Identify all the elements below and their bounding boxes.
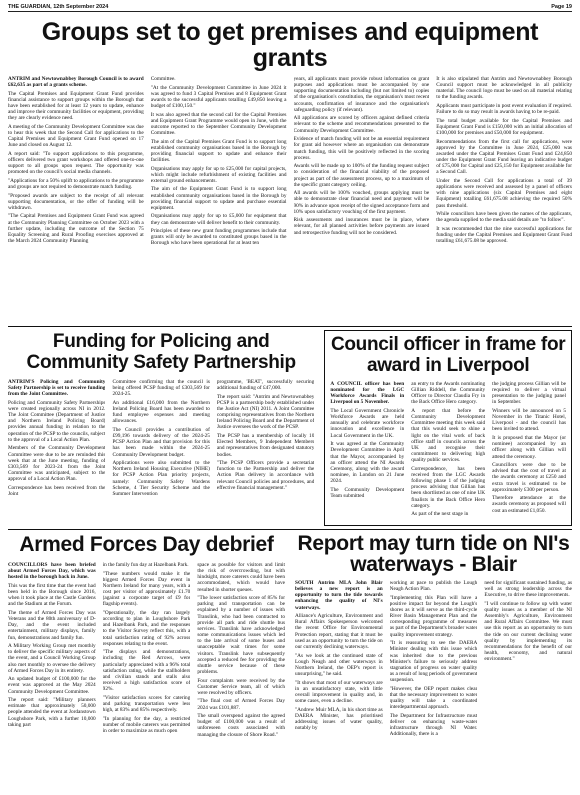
paragraph: The PCSP has a membership of locally 10 Elected Members, 9 Independent Members and representatives from designated statutory bodies. <box>216 433 315 458</box>
article-council-officer-body <box>330 381 566 523</box>
paragraph: Organisations may apply for up to £25,000 for capital projects, which might include refurbishment of existing facilities and external ground enhancements. <box>150 165 287 184</box>
paragraph: "Operationally, the day ran largely according to plan in Loughshore Park and Hazelbank Park, and the responses to the Visitor Survey reflect this, with a total satisfaction rating of 92% across responses relating to the event. <box>102 609 191 647</box>
paragraph: Winners will be announced on 5 November in the Titanic Hotel, Liverpool - and the council has been invited to attend. <box>492 408 567 433</box>
paragraph: The Community Development Team submitted <box>330 486 405 499</box>
article-armed-forces-col-2 <box>103 562 191 794</box>
article-council-officer-col-2 <box>411 381 485 523</box>
paragraph: A meeting of the Community Development Committee was due to hear this week that the Second Call for applications to the Capital Premises and Equipment Grant Fund opened on 17 June and closed on August 12. <box>8 123 144 149</box>
row-three <box>8 533 572 795</box>
paragraph: Alliance's Agriculture, Environment and Rural Affairs Spokesperson welcomed the recent Office for Environmental Protection report, stating that it must be used as an opportunity to turn the tide on our currently declining waterways. <box>295 613 383 650</box>
article-armed-forces <box>8 533 285 795</box>
paragraph: "In planning for the day, a restricted number of mobile caterers was permitted in order to maximize as much open <box>102 715 191 734</box>
paragraph: It is also stipulated that Antrim and Newtownabbey Borough Council support must be acknowledged in all publicity material. The council logo must be used on all material relating to the funding awards. <box>436 76 572 101</box>
paragraph: SOUTH Antrim MLA John Blair believes a new report is an opportunity to turn the tide towards enhancing the quality of NI's waterways. <box>295 580 383 611</box>
paragraph: "The final cost of Armed Forces Day 2024 was £101,887. <box>197 698 285 711</box>
article-armed-forces-col-3 <box>197 562 285 794</box>
article-armed-forces-col-1 <box>8 562 96 794</box>
headline-armed-forces: Armed Forces Day debrief <box>19 533 274 556</box>
article-pcsp-col-2 <box>112 379 209 526</box>
paragraph: working at pace to publish the Lough Neagh Action Plan. <box>389 580 478 593</box>
paragraph: programme, 'BEAT', successfully securing additional funding of £47,000. <box>216 379 315 392</box>
paragraph: The total budget available for the Capital Premises and Equipment Grant Fund is £150,000 with an initial allocation of £100,000 for premises and £50,000 for equipment. <box>436 117 572 137</box>
paragraph: COUNCILLORS have been briefed about Armed Forces Day, which was hosted in the borough back in June. <box>8 562 96 581</box>
headline-council-officer: Council officer in frame for award in Liverpool <box>330 334 566 376</box>
paragraph: Correspondence, has been received from the LGC Awards following phase 1 of the judging process advising that Gillian has been shortlisted as one of nine UK finalists in the Back Office Hero category. <box>411 465 486 509</box>
article-waterways-col-3 <box>484 580 572 792</box>
article-waterways-col-1 <box>295 580 383 792</box>
paragraph: need for significant sustained funding, as well as strong leadership across the Executive, to drive these improvements. <box>484 580 572 599</box>
section-divider <box>8 326 572 327</box>
paragraph: "Implementing this Plan will have a positive impact far beyond the Lough's shores as it will serve as the third-cycle River Basin Management Plan and the corresponding programme of measures as part of the Department's broader water quality improvement strategy. <box>389 594 478 638</box>
article-pcsp-col-3 <box>217 379 314 526</box>
paragraph: The Council provides a contribution of £99,196 towards delivery of the 2024-25 PCSP Action Plan and that provision for this has been made within the 2024-25 Community Development budget. <box>112 426 210 458</box>
article-waterways <box>295 533 572 795</box>
paragraph: "Proposed awards are subject to the receipt of all relevant supporting documentation, or the offer of funding will be withdrawn. <box>8 192 144 211</box>
article-grants-col-3 <box>294 76 430 323</box>
paragraph: Committee. <box>150 76 176 82</box>
article-waterways-body <box>295 580 572 792</box>
paragraph: "It is reassuring to see the DAERA Minister dealing with this issue which was inherited due to the previous Minister's failure to seriously address stagnation of progress on water quality as a result of long periods of government suspension. <box>389 640 478 684</box>
headline-grants: Groups set to get premises and equipment grants <box>41 18 539 72</box>
paragraph: The report said: "Antrim and Newtownabbey PCSP is a partnership body established under the Justice Act (NI) 2011. A Joint Committee comprising representatives from the Northern Ireland Policing Board and the Department of Justice oversees the work of the PCSP. <box>216 393 315 431</box>
paragraph: An updated budget of £100,000 for the event was approved at the May 2024 Community Development Committee. <box>8 676 96 695</box>
paragraph: an entry to the Awards nominating Gillian Riddell, the Community Officer to Director Claudia Fry in the Back Office Hero category. <box>411 381 486 406</box>
paragraph: "The lower satisfaction score of 85% for parking and transportation can be explained by a number of issues with Translink, who had been contracted to provide all park and ride shuttle bus services. Translink have acknowledged some communications issues which led to the late arrival of some buses and unacceptable wait times for some visitors. Translink have subsequently accepted a reduced fee for providing the shuttle service because of these problems. <box>197 595 285 676</box>
paragraph: Applications were also submitted to the Northern Ireland Housing Executive (NIHE) for PCSP Action Plan priority projects, namely: Community Safety Wardens Scheme, 4 Tier Security Scheme and the Summer Intervention <box>112 460 210 497</box>
masthead <box>8 2 572 12</box>
paragraph: "The displays and demonstrations, including the Red Arrows, were particularly appreciated with a 96% total satisfaction rating, while the stallholders and civilian stands and stalls also received a high satisfaction score of 92%. <box>102 649 191 693</box>
paragraph: It was also agreed that the second call for the Capital Premises and Equipment Grant Programme would open in June, with the outcome reported to the September Community Development Committee. <box>150 111 287 137</box>
paragraph: "These numbers would make it the biggest Armed Forces Day event in Northern Ireland for many years, with a cost per visitor of approximately £1.70 (against a corporate target of £9 for flagship events). <box>102 570 191 608</box>
paragraph: While councillors have been given the names of the applicants, the agenda supplied to the media said details are "to follow". <box>436 211 572 224</box>
paragraph: Organisations may apply for up to £5,000 for equipment that they can demonstrate will deliver benefit to their community. <box>150 213 287 226</box>
paragraph: ANTRIM and Newtownabbey Borough Council is to award £62,635 as part of a grants scheme. <box>8 76 144 89</box>
newspaper-page <box>0 2 580 739</box>
paragraph: A Military Working Group met monthly to deliver the specific military aspects of the event, and a Council Working Group also met monthly to oversee the delivery of Armed Forces Day in its entirety. <box>8 643 96 674</box>
paragraph: A report that before the Community Development Committee meeting this week said that this would seek to shine a light on the vital work of back office staff in councils across the UK and recognise their commitment to delivering high quality public services. <box>411 408 486 464</box>
paragraph: Principles of these new grant funding programmes include that grants will only be awarded to constituted groups based in the Borough who have been operational for at least ten <box>150 228 287 247</box>
paragraph: The aim of the Equipment Grant Fund is to support long established community organisations based in the Borough by providing financial support to update and purchase essential equipment. <box>150 186 287 211</box>
paragraph: "The PCSP Officers provide a secretariat function to the Partnership and deliver the Action Plan delivery in accordance with relevant Council policies and procedures, and effective financial management." <box>216 460 315 491</box>
paragraph: Policing and Community Safety Partnerships were created regionally across NI in 2012. The Joint Committee (Department of Justice and Northern Ireland Policing Board) provides annual funding in relation to the operation of the PCSP to the councils, subject to the approval of a Local Action Plan. <box>8 399 106 443</box>
article-grants-col-4 <box>436 76 572 323</box>
article-pcsp-body <box>8 379 314 526</box>
paragraph: The theme of Armed Forces Day was Veterans and the 80th anniversary of D-Day, and the event included entertainment, military displays, family fun, demonstrations and family fun. <box>8 609 96 641</box>
paragraph: "At the Community Development Committee in June 2024 it was agreed to fund 3 Capital Premises and 8 Equipment Grant awards to the successful applicants totalling £49,850 leaving a budget of £100,150." <box>150 84 287 110</box>
paragraph: Members of the Community Development Committee were due to be are reminded this week that at the June meeting, funding of £303,569 for 2023-24 from the Joint Committee was anticipated, subject to the approval of a Local Action Plan. <box>8 445 106 483</box>
paragraph: "I will continue to follow up with water quality issues as a member of the NI Assembly's Agriculture, Environment and Rural Affairs Committee. We must use this report as an opportunity to turn the tide on our current declining water quality by implementing its recommendations for the benefit of our health, economy, and natural environment." <box>484 600 572 663</box>
article-armed-forces-body <box>8 562 285 794</box>
paragraph: "However, the OEP report makes clear that the necessary improvement to water quality will take a coordinated interdepartmental approach. <box>389 685 478 711</box>
paragraph: space as possible for visitors and limit the risk of overcrowding, but with hindsight, more caterers could have been accommodated, which would have resulted in shorter queues. <box>197 562 285 593</box>
paragraph: Four complaints were received by the Customer Service team, all of which were resolved by officers. <box>197 677 285 696</box>
headline-pcsp: Funding for Policing and Community Safety Partnership <box>26 331 296 373</box>
paragraph: It was recommended that the nine successful applications for funding under the Capital Premises and Equipment Grant Fund totalling £61,675.08 be approved. <box>436 225 572 245</box>
paragraph: The report said: "Military planners estimate that approximately 50,000 people attended the event at Jordanstown Loughshore Park, with a further 10,000 taking part <box>8 697 96 728</box>
paragraph: "Andrew Muir MLA, in his short time as DAERA Minister, has prioritised addressing issues of water quality, notably by <box>295 706 383 731</box>
paragraph: Correspondence has been received from the Joint <box>8 484 106 497</box>
paragraph: As part of the next stage in <box>411 511 469 518</box>
paragraph: Evidence of match funding will not be an essential requirement for grant aid however where an organisation can demonstrate match funding, this will be positively reflected in the scoring process. <box>293 136 430 161</box>
masthead-title: THE GUARDIAN, 12th September 2024 <box>8 3 109 10</box>
paragraph: The Capital Premises and Equipment Grant Fund provides financial assistance to support groups within the Borough that have been established for at least 12 years to update, enhance and improve their community facilities or equipment, providing they are clearly evidence need. <box>8 90 144 122</box>
paragraph: "Applications for a 50% uplift to applications to the programme and groups are not required to demonstrate match funding. <box>8 177 144 191</box>
article-pcsp <box>8 330 314 526</box>
paragraph: "Visitor satisfaction scores for catering and parking transportation were less high, at 83% and 85% respectively. <box>102 694 191 713</box>
paragraph: the judging process Gillian will be required to deliver a virtual presentation to the judging panel in September. <box>492 381 567 406</box>
paragraph: It is proposed that the Mayor (or nominee) accompanied by an officer along with Gillian will attend the ceremony. <box>492 435 567 460</box>
paragraph: ANTRIM'S Policing and Community Safety Partnership is set to receive funding from the Joint Committee. <box>8 379 106 398</box>
paragraph: in the family fun day at Hazelbank Park. <box>102 562 189 568</box>
article-grants <box>8 19 572 323</box>
row-two <box>8 330 572 526</box>
paragraph: Councillors were due to be advised that the cost of travel at the awards ceremony at £250 and extra travel is estimated to be approximately £300 per person. <box>492 462 567 493</box>
paragraph: Recommendations from the first call for applications, were approved by the Committee in June 2024, £25,000 was awarded under the Capital Premises Grant Fund and £24,850 under the Equipment Grant Fund leaving an indicative budget of £75,000 for Capital and £25,150 for Equipment available for a Second Call. <box>436 138 572 176</box>
article-council-officer <box>324 330 572 526</box>
paragraph: An additional £16,000 from the Northern Ireland Policing Board has been awarded to fund employee expenses and meeting allowances. <box>112 399 210 425</box>
paragraph: "As we look at the continued state of Lough Neagh and other waterways in Northern Ireland, the OEP's report is unsurprising," he said. <box>295 652 383 677</box>
paragraph: A COUNCIL officer has been nominated for the LGC Workforce Awards Finals in Liverpool on 5 November. <box>330 381 405 406</box>
paragraph: "The Capital Premises and Equipment Grant Fund was agreed at the Community Planning Committee on October 2023 with a further update, including the outcome of the Section 75 Equality Screening and Rural Proofing exercises approved at the March 2024 Community Planning <box>8 213 144 245</box>
article-council-officer-col-3 <box>492 381 566 523</box>
paragraph: Committee confirming that the council is being offered PCSP funding of £303,569 for 2024-25. <box>112 379 210 398</box>
paragraph: A report said: "To support applications to this programme, officers delivered two grant workshops and offered one-to-one support to all groups upon request. The opportunity was promoted on the council's social media channels. <box>8 150 144 176</box>
paragraph: Therefore attendance at the awards ceremony as proposed will cost an estimated £1,050. <box>492 495 567 514</box>
article-grants-col-2 <box>151 76 287 323</box>
paragraph: Awards will be made up to 100% of the funding request subject to consideration of the financial viability of the proposed project as part of the assessment process, up to a maximum of the specific grant category ceiling. <box>293 163 430 188</box>
paragraph: This was the first time that the event had been held in the Borough since 2016, when it took place at the Castle Gardens and the Stadium at the Forum. <box>8 582 96 608</box>
paragraph: The Department for Infrastructure must deliver on enhancing waste-water infrastructure through NI Water. Additionally, there is a <box>389 712 478 738</box>
paragraph: It was agreed at the Community Development Committee in April that the Mayor, accompanied by an officer attend the NI Awards Ceremony, along with the award nominee, in London on 21 June 2024. <box>330 441 405 485</box>
paragraph: years, all applicants must provide robust information on grant purposes and applications must be accompanied by one supporting documentation including (but not limited to) copies of the organisation's constitution, the organisation's most recent accounts, confirmation of insurance and the organisation's safeguarding policy (if relevant). <box>293 76 430 113</box>
page-number: Page 19 <box>551 3 572 10</box>
paragraph: All awards will be 100% vouched, groups applying must be able to demonstrate clear financial need and payment will be 90% in advance upon receipt of the signed acceptance form and 10% upon satisfactory vouching of the first payment. <box>293 190 430 215</box>
paragraph: "It shows that most of our waterways are in an unsatisfactory state, with little overall improvement in quality and, in some cases, even a decline. <box>295 679 383 704</box>
paragraph: Risk assessments and insurances must be in place, where relevant, for all planned activities before payments are issued and retrospective funding will not be considered. <box>293 217 430 236</box>
article-waterways-col-2 <box>390 580 478 792</box>
article-grants-body <box>8 76 572 323</box>
section-divider-2 <box>8 529 572 530</box>
article-pcsp-col-1 <box>8 379 105 526</box>
paragraph: The Local Government Chronicle Workforce Awards are held annually and celebrate workforce innovation and excellence in Local Government in the UK. <box>330 408 405 439</box>
article-grants-col-1 <box>8 76 144 323</box>
paragraph: Applicants must participate in post event evaluation if required. Failure to do so may result in awards having to be re-paid. <box>436 103 572 116</box>
paragraph: All applications are scored by officers against defined criteria relevant to the scheme and recommendations presented to the Community Development Committee. <box>293 115 430 134</box>
headline-waterways: Report may turn tide on NI's waterways - Blair <box>297 533 570 576</box>
paragraph: The aim of the Capital Premises Grant Fund is to support long established community organisations based in the Borough by providing financial support to update and enhance their facilities. <box>150 138 287 164</box>
paragraph: The small overspend against the agreed budget of £100,000 was a result of unforeseen costs associated with managing the closure of Shore Road." <box>197 713 285 738</box>
paragraph: Under the Second Call for applications a total of 39 applications were received and assessed by a panel of officers with nine applications (six Capital Premises and eight Equipment) totalling £61,675.08 achieving the required 50% pass threshold. <box>436 177 572 209</box>
article-council-officer-col-1 <box>330 381 404 523</box>
